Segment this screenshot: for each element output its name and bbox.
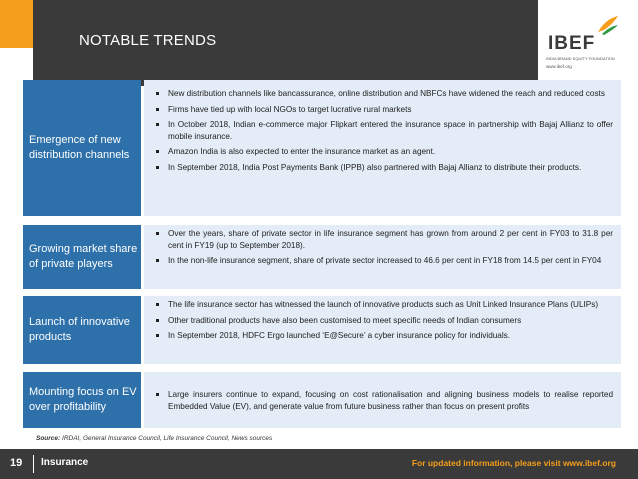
footer-divider	[33, 455, 34, 473]
trend-label: Growing market share of private players	[23, 225, 141, 289]
page-number: 19	[10, 457, 23, 469]
trend-content	[144, 296, 621, 364]
bullet-item: Amazon India is also expected to enter the insurance market as an agent.	[168, 146, 613, 158]
trend-content	[144, 372, 621, 428]
trend-label: Launch of innovative products	[23, 296, 141, 364]
bullet-list	[144, 225, 621, 267]
trend-row	[23, 296, 621, 364]
accent-bar	[0, 0, 33, 48]
trend-content	[144, 225, 621, 289]
footer-website-link[interactable]: For updated information, please visit www.ibef.org	[411, 458, 616, 468]
bullet-item: In September 2018, HDFC Ergo launched ‘E@Secure’ a cyber insurance policy for individuals.	[168, 330, 613, 342]
bullet-item: Firms have tied up with local NGOs to target lucrative rural markets	[168, 104, 613, 116]
slide-footer	[0, 449, 638, 479]
bullet-item: Over the years, share of private sector in life insurance segment has grown from around 2 per cent in FY03 to 31.8 per cent in FY19 (up to September 2018).	[168, 229, 613, 250]
bullet-item: In October 2018, Indian e-commerce major Flipkart entered the insurance space in partnership with Bajaj Allianz to offer mobile insurance.	[168, 120, 613, 141]
bullet-item: Large insurers continue to expand, focusing on cost rationalisation and aligning business models to realise reported Embedded Value (EV), and generate value from future business rather than focus on present profits	[168, 390, 613, 411]
bullet-list	[144, 296, 621, 342]
trend-row	[23, 372, 621, 428]
bullet-item: New distribution channels like bancassurance, online distribution and NBFCs have widened the reach and reduced costs	[168, 88, 613, 100]
trend-content	[144, 80, 621, 216]
bullet-list	[144, 80, 621, 173]
page-title: NOTABLE TRENDS	[79, 32, 217, 49]
bullet-item: The life insurance sector has witnessed the launch of innovative products such as Unit Linked Insurance Plans (ULIPs)	[168, 299, 613, 311]
trend-label: Emergence of new distribution channels	[23, 80, 141, 216]
ibef-bird-icon	[596, 14, 620, 38]
logo-tagline: INDIA BRAND EQUITY FOUNDATION	[546, 56, 615, 61]
trend-row	[23, 80, 621, 216]
logo-text: IBEF	[548, 33, 596, 54]
slide-header	[0, 0, 638, 86]
logo-url: www.ibef.org	[546, 64, 572, 69]
footer-section-title: Insurance	[41, 457, 89, 468]
bullet-list	[144, 372, 621, 412]
bullet-item: In September 2018, India Post Payments Bank (IPPB) also partnered with Bajaj Allianz to distribute their products.	[168, 162, 613, 174]
source-prefix: Source:	[36, 435, 61, 442]
bullet-item: Other traditional products have also been customised to meet specific needs of Indian consumers	[168, 315, 613, 327]
bullet-item: In the non-life insurance segment, share of private sector increased to 46.6 per cent in FY18 from 14.5 per cent in FY04	[168, 255, 613, 267]
trend-label: Mounting focus on EV over profitability	[23, 372, 141, 428]
source-text: IRDAI, General Insurance Council, Life Insurance Council, News sources	[62, 435, 273, 442]
source-note	[36, 435, 272, 442]
trend-row	[23, 225, 621, 289]
